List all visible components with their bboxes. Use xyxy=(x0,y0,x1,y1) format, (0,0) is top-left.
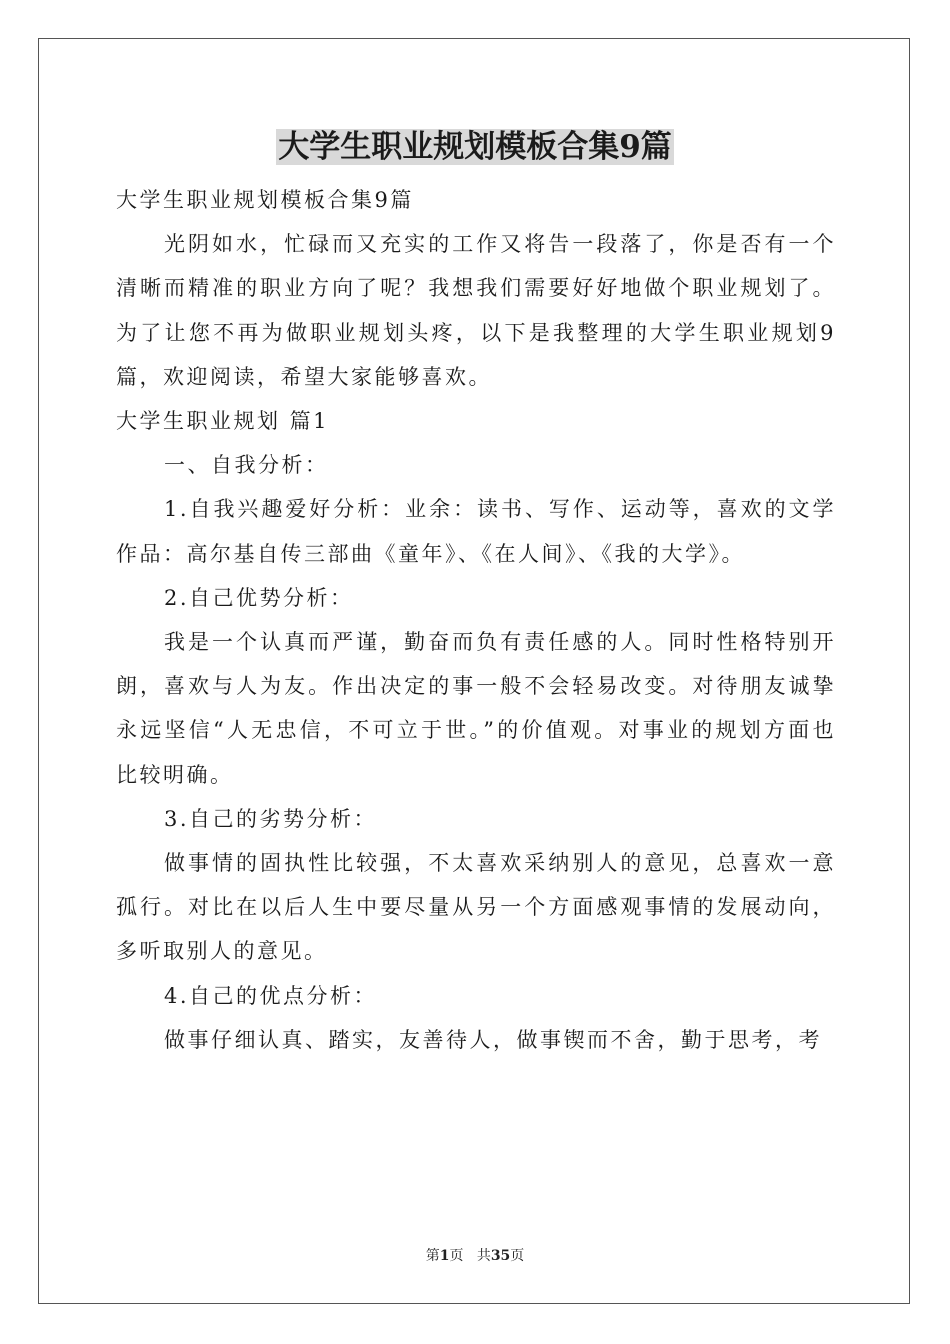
total-pages: 35 xyxy=(490,1248,511,1264)
subsection-heading: 3.自己的劣势分析： xyxy=(164,806,378,831)
total-prefix: 共 xyxy=(476,1248,491,1264)
subsection-heading: 2.自己优势分析： xyxy=(164,585,354,610)
page-prefix: 第 xyxy=(425,1248,440,1264)
document-title xyxy=(0,124,950,170)
body-paragraph: 做事情的固执性比较强，不太喜欢采纳别人的意见，总喜欢一意孤行。对比在以后人生中要尽量从另一个方面感观事情的发展动向，多听取别人的意见。 xyxy=(116,851,836,964)
subsection-heading: 4.自己的优点分析： xyxy=(164,983,378,1008)
page-suffix: 页 xyxy=(449,1248,464,1264)
subsection-heading: 一、自我分析： xyxy=(164,453,329,478)
total-suffix: 页 xyxy=(510,1248,525,1264)
body-paragraph: 我是一个认真而严谨，勤奋而负有责任感的人。同时性格特别开朗，喜欢与人为友。作出决定的事一般不会轻易改变。对待朋友诚挚永远坚信“人无忠信，不可立于世。”的价值观。对事业的规划方面也比较明确。 xyxy=(116,630,836,787)
section-heading: 大学生职业规划 篇1 xyxy=(116,409,330,434)
intro-paragraph: 光阴如水，忙碌而又充实的工作又将告一段落了，你是否有一个清晰而精准的职业方向了呢？我想我们需要好好地做个职业规划了。为了让您不再为做职业规划头疼，以下是我整理的大学生职业规划9篇，欢迎阅读，希望大家能够喜欢。 xyxy=(116,232,836,389)
body-paragraph: 1.自我兴趣爱好分析：业余：读书、写作、运动等，喜欢的文学作品：高尔基自传三部曲《童年》、《在人间》、《我的大学》。 xyxy=(116,497,836,566)
document-title-text: 大学生职业规划模板合集9篇 xyxy=(278,129,672,165)
page-footer xyxy=(0,1246,950,1266)
document-body xyxy=(116,178,836,1062)
page-number: 1 xyxy=(439,1248,450,1264)
body-paragraph: 做事仔细认真、踏实，友善待人，做事锲而不舍，勤于思考，考 xyxy=(164,1027,822,1052)
subtitle-paragraph: 大学生职业规划模板合集9篇 xyxy=(116,188,414,212)
